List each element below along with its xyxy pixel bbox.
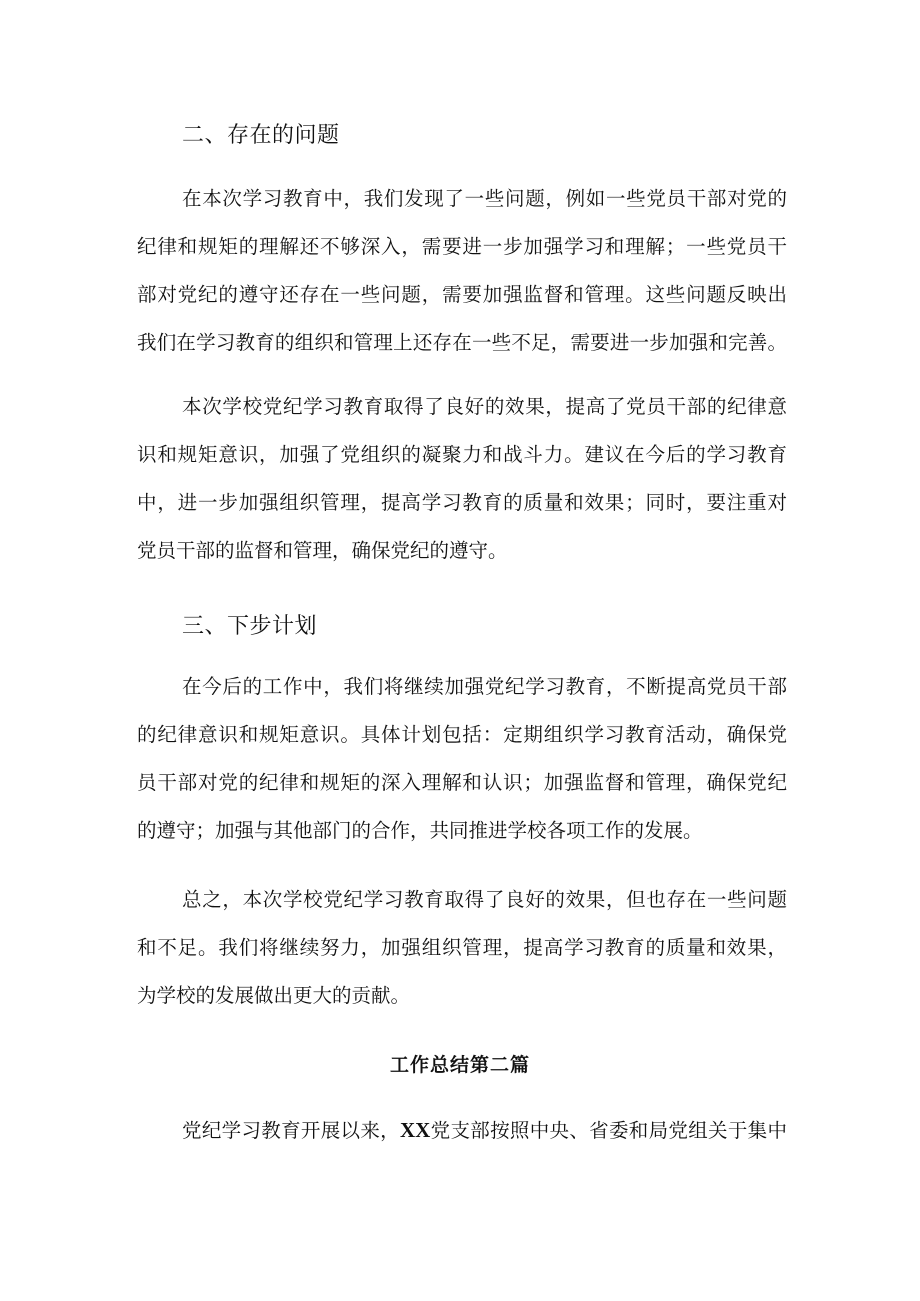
paragraph-line: 党员干部的监督和管理，确保党纪的遵守。 (137, 539, 508, 562)
paragraph-line: 部对党纪的遵守还存在一些问题，需要加强监督和管理。这些问题反映出 (137, 283, 787, 306)
paragraph-line: 中，进一步加强组织管理，提高学习教育的质量和效果；同时，要注重对 (137, 491, 787, 514)
paragraph-line: 识和规矩意识，加强了党组织的凝聚力和战斗力。建议在今后的学习教育 (137, 443, 787, 466)
paragraph-line: 和不足。我们将继续努力，加强组织管理，提高学习教育的质量和效果， (137, 936, 787, 959)
intro-placeholder-xx: XX (399, 1118, 431, 1142)
part-two-title: 工作总结第二篇 (389, 1054, 530, 1076)
paragraph-summary (137, 876, 787, 1020)
paragraph-line: 总之，本次学校党纪学习教育取得了良好的效果，但也存在一些问题 (182, 888, 787, 911)
intro-text-before: 党纪学习教育开展以来， (182, 1119, 400, 1142)
paragraph-problems (137, 175, 787, 367)
paragraph-line: 在本次学习教育中，我们发现了一些问题，例如一些党员干部对党的 (182, 187, 787, 210)
paragraph-line: 本次学校党纪学习教育取得了良好的效果，提高了党员干部的纪律意 (182, 395, 787, 418)
section-heading-problems: 二、存在的问题 (182, 123, 340, 148)
paragraph-line: 的遵守；加强与其他部门的合作，共同推进学校各项工作的发展。 (137, 819, 703, 842)
paragraph-line: 为学校的发展做出更大的贡献。 (137, 984, 411, 1007)
intro-text-after: 党支部按照中央、省委和局党组关于集中 (430, 1119, 787, 1142)
paragraph-line (137, 1106, 787, 1154)
paragraph-part-two-intro (137, 1106, 787, 1154)
paragraph-effects (137, 383, 787, 575)
paragraph-line: 纪律和规矩的理解还不够深入，需要进一步加强学习和理解；一些党员干 (137, 235, 787, 258)
section-heading-next-plan: 三、下步计划 (182, 614, 318, 639)
paragraph-line: 员干部对党的纪律和规矩的深入理解和认识；加强监督和管理，确保党纪 (137, 771, 787, 794)
paragraph-line: 我们在学习教育的组织和管理上还存在一些不足，需要进一步加强和完善。 (137, 331, 787, 354)
paragraph-line: 的纪律意识和规矩意识。具体计划包括：定期组织学习教育活动，确保党 (137, 723, 787, 746)
paragraph-line: 在今后的工作中，我们将继续加强党纪学习教育，不断提高党员干部 (182, 675, 787, 698)
paragraph-plan (137, 663, 787, 855)
